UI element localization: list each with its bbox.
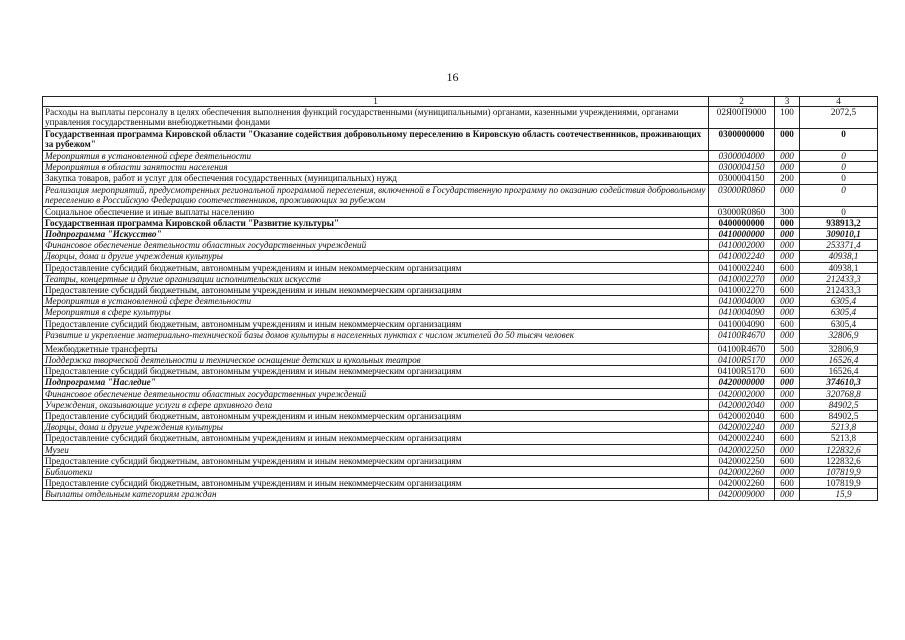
type-cell: 000 bbox=[775, 422, 800, 433]
type-cell: 600 bbox=[775, 366, 800, 377]
type-cell: 000 bbox=[775, 399, 800, 410]
table-row bbox=[43, 184, 878, 206]
table-row bbox=[43, 240, 878, 251]
name-cell: Государственная программа Кировской области "Оказание содействия добровольному переселению в Кировскую область соотечественников, проживающих за рубежом" bbox=[43, 129, 709, 151]
name-cell: Подпрограмма "Искусство" bbox=[43, 229, 709, 240]
name-cell: Финансовое обеспечение деятельности областных государственных учреждений bbox=[43, 388, 709, 399]
table-row bbox=[43, 444, 878, 455]
code-cell: 0420009000 bbox=[709, 489, 775, 500]
name-cell: Предоставление субсидий бюджетным, автономным учреждениям и иным некоммерческим организациям bbox=[43, 285, 709, 296]
table-row bbox=[43, 355, 878, 366]
value-cell: 6305,4 bbox=[800, 296, 878, 307]
name-cell: Мероприятия в сфере культуры bbox=[43, 307, 709, 318]
header-col-1: 1 bbox=[43, 97, 709, 107]
table-row bbox=[43, 455, 878, 466]
table-row bbox=[43, 206, 878, 217]
code-cell: 0420002000 bbox=[709, 388, 775, 399]
name-cell: Предоставление субсидий бюджетным, автономным учреждениям и иным некоммерческим организациям bbox=[43, 478, 709, 489]
name-cell: Учреждения, оказывающие услуги в сфере архивного дела bbox=[43, 399, 709, 410]
value-cell: 40938,1 bbox=[800, 262, 878, 273]
value-cell: 212433,3 bbox=[800, 285, 878, 296]
type-cell: 000 bbox=[775, 377, 800, 388]
header-col-2: 2 bbox=[709, 97, 775, 107]
table-row bbox=[43, 151, 878, 162]
type-cell: 600 bbox=[775, 318, 800, 329]
code-cell: 04100R5170 bbox=[709, 366, 775, 377]
name-cell: Развитие и укрепление материально-технической базы домов культуры в населенных пунктах с числом жителей до 50 тысяч человек bbox=[43, 329, 709, 343]
type-cell: 000 bbox=[775, 229, 800, 240]
code-cell: 0400000000 bbox=[709, 217, 775, 228]
value-cell: 6305,4 bbox=[800, 318, 878, 329]
code-cell: 0410002270 bbox=[709, 273, 775, 284]
name-cell: Дворцы, дома и другие учреждения культуры bbox=[43, 251, 709, 262]
name-cell: Закупка товаров, работ и услуг для обеспечения государственных (муниципальных) нужд bbox=[43, 173, 709, 184]
table-row bbox=[43, 217, 878, 228]
value-cell: 15,9 bbox=[800, 489, 878, 500]
name-cell: Мероприятия в установленной сфере деятельности bbox=[43, 151, 709, 162]
type-cell: 300 bbox=[775, 206, 800, 217]
table-row bbox=[43, 307, 878, 318]
code-cell: 02Я00П9000 bbox=[709, 107, 775, 129]
table-row bbox=[43, 318, 878, 329]
name-cell: Предоставление субсидий бюджетным, автономным учреждениям и иным некоммерческим организациям bbox=[43, 433, 709, 444]
type-cell: 000 bbox=[775, 355, 800, 366]
table-row bbox=[43, 285, 878, 296]
type-cell: 500 bbox=[775, 343, 800, 354]
table-row bbox=[43, 329, 878, 343]
type-cell: 000 bbox=[775, 329, 800, 343]
value-cell: 40938,1 bbox=[800, 251, 878, 262]
name-cell: Предоставление субсидий бюджетным, автономным учреждениям и иным некоммерческим организациям bbox=[43, 366, 709, 377]
type-cell: 600 bbox=[775, 411, 800, 422]
value-cell: 6305,4 bbox=[800, 307, 878, 318]
table-row bbox=[43, 388, 878, 399]
value-cell: 84902,5 bbox=[800, 399, 878, 410]
name-cell: Выплаты отдельным категориям граждан bbox=[43, 489, 709, 500]
value-cell: 0 bbox=[800, 129, 878, 151]
value-cell: 320768,8 bbox=[800, 388, 878, 399]
table-row bbox=[43, 229, 878, 240]
type-cell: 000 bbox=[775, 184, 800, 206]
value-cell: 374610,3 bbox=[800, 377, 878, 388]
code-cell: 0420002260 bbox=[709, 478, 775, 489]
value-cell: 938913,2 bbox=[800, 217, 878, 228]
name-cell: Предоставление субсидий бюджетным, автономным учреждениям и иным некоммерческим организациям bbox=[43, 262, 709, 273]
type-cell: 000 bbox=[775, 240, 800, 251]
value-cell: 122832,6 bbox=[800, 444, 878, 455]
name-cell: Финансовое обеспечение деятельности областных государственных учреждений bbox=[43, 240, 709, 251]
table-row bbox=[43, 107, 878, 129]
type-cell: 000 bbox=[775, 489, 800, 500]
value-cell: 5213,8 bbox=[800, 422, 878, 433]
table-row bbox=[43, 377, 878, 388]
type-cell: 000 bbox=[775, 129, 800, 151]
code-cell: 0420002250 bbox=[709, 455, 775, 466]
name-cell: Расходы на выплаты персоналу в целях обеспечения выполнения функций государственными (муниципальными) органами, казенными учреждениями, органами управления государственными внебюджетными фондами bbox=[43, 107, 709, 129]
name-cell: Межбюджетные трансферты bbox=[43, 343, 709, 354]
table-header-row bbox=[43, 97, 878, 107]
name-cell: Мероприятия в области занятости населения bbox=[43, 162, 709, 173]
table-row bbox=[43, 399, 878, 410]
name-cell: Мероприятия в установленной сфере деятельности bbox=[43, 296, 709, 307]
value-cell: 122832,6 bbox=[800, 455, 878, 466]
value-cell: 107819,9 bbox=[800, 478, 878, 489]
type-cell: 600 bbox=[775, 478, 800, 489]
table-row bbox=[43, 262, 878, 273]
code-cell: 0420002040 bbox=[709, 411, 775, 422]
value-cell: 16526,4 bbox=[800, 366, 878, 377]
code-cell: 0410002240 bbox=[709, 262, 775, 273]
type-cell: 000 bbox=[775, 251, 800, 262]
type-cell: 600 bbox=[775, 433, 800, 444]
table-row bbox=[43, 489, 878, 500]
code-cell: 0420002250 bbox=[709, 444, 775, 455]
value-cell: 212433,3 bbox=[800, 273, 878, 284]
table-body bbox=[43, 107, 878, 501]
name-cell: Поддержка творческой деятельности и техническое оснащение детских и кукольных театров bbox=[43, 355, 709, 366]
code-cell: 04100R4670 bbox=[709, 329, 775, 343]
name-cell: Социальное обеспечение и иные выплаты населению bbox=[43, 206, 709, 217]
code-cell: 0410004090 bbox=[709, 318, 775, 329]
name-cell: Реализация мероприятий, предусмотренных региональной программой переселения, включенной в Государственную программу по оказанию содействия добровольному переселению в Российскую Федерацию соотечественников, проживающих за рубежом bbox=[43, 184, 709, 206]
table-row bbox=[43, 467, 878, 478]
type-cell: 000 bbox=[775, 388, 800, 399]
type-cell: 000 bbox=[775, 444, 800, 455]
code-cell: 0410002000 bbox=[709, 240, 775, 251]
code-cell: 0300000000 bbox=[709, 129, 775, 151]
name-cell: Музеи bbox=[43, 444, 709, 455]
type-cell: 100 bbox=[775, 107, 800, 129]
table-row bbox=[43, 366, 878, 377]
table-row bbox=[43, 173, 878, 184]
header-col-4: 4 bbox=[800, 97, 878, 107]
type-cell: 600 bbox=[775, 455, 800, 466]
type-cell: 000 bbox=[775, 273, 800, 284]
table-row bbox=[43, 343, 878, 354]
table-row bbox=[43, 251, 878, 262]
code-cell: 0410004090 bbox=[709, 307, 775, 318]
value-cell: 107819,9 bbox=[800, 467, 878, 478]
code-cell: 03000R0860 bbox=[709, 206, 775, 217]
table-row bbox=[43, 296, 878, 307]
code-cell: 0300004000 bbox=[709, 151, 775, 162]
table-row bbox=[43, 433, 878, 444]
code-cell: 0300004150 bbox=[709, 162, 775, 173]
value-cell: 309010,1 bbox=[800, 229, 878, 240]
value-cell: 84902,5 bbox=[800, 411, 878, 422]
value-cell: 16526,4 bbox=[800, 355, 878, 366]
code-cell: 04100R4670 bbox=[709, 343, 775, 354]
value-cell: 253371,4 bbox=[800, 240, 878, 251]
type-cell: 000 bbox=[775, 296, 800, 307]
page-number: 16 bbox=[446, 70, 459, 84]
name-cell: Предоставление субсидий бюджетным, автономным учреждениям и иным некоммерческим организациям bbox=[43, 411, 709, 422]
code-cell: 0420002260 bbox=[709, 467, 775, 478]
type-cell: 000 bbox=[775, 162, 800, 173]
value-cell: 0 bbox=[800, 173, 878, 184]
name-cell: Предоставление субсидий бюджетным, автономным учреждениям и иным некоммерческим организациям bbox=[43, 455, 709, 466]
value-cell: 0 bbox=[800, 151, 878, 162]
code-cell: 0410000000 bbox=[709, 229, 775, 240]
budget-table bbox=[42, 96, 878, 501]
type-cell: 600 bbox=[775, 262, 800, 273]
type-cell: 600 bbox=[775, 285, 800, 296]
name-cell: Дворцы, дома и другие учреждения культуры bbox=[43, 422, 709, 433]
code-cell: 0410002270 bbox=[709, 285, 775, 296]
code-cell: 0420002040 bbox=[709, 399, 775, 410]
value-cell: 0 bbox=[800, 206, 878, 217]
type-cell: 000 bbox=[775, 217, 800, 228]
name-cell: Государственная программа Кировской области "Развитие культуры" bbox=[43, 217, 709, 228]
table-row bbox=[43, 422, 878, 433]
type-cell: 000 bbox=[775, 467, 800, 478]
header-col-3: 3 bbox=[775, 97, 800, 107]
code-cell: 0300004150 bbox=[709, 173, 775, 184]
type-cell: 000 bbox=[775, 151, 800, 162]
code-cell: 04100R5170 bbox=[709, 355, 775, 366]
value-cell: 0 bbox=[800, 184, 878, 206]
name-cell: Библиотеки bbox=[43, 467, 709, 478]
value-cell: 0 bbox=[800, 162, 878, 173]
table-row bbox=[43, 273, 878, 284]
code-cell: 0420002240 bbox=[709, 422, 775, 433]
type-cell: 200 bbox=[775, 173, 800, 184]
table-row bbox=[43, 162, 878, 173]
name-cell: Предоставление субсидий бюджетным, автономным учреждениям и иным некоммерческим организациям bbox=[43, 318, 709, 329]
value-cell: 32806,9 bbox=[800, 329, 878, 343]
name-cell: Театры, концертные и другие организации исполнительских искусств bbox=[43, 273, 709, 284]
code-cell: 0420000000 bbox=[709, 377, 775, 388]
value-cell: 32806,9 bbox=[800, 343, 878, 354]
table-row bbox=[43, 478, 878, 489]
value-cell: 5213,8 bbox=[800, 433, 878, 444]
type-cell: 000 bbox=[775, 307, 800, 318]
code-cell: 0410002240 bbox=[709, 251, 775, 262]
name-cell: Подпрограмма "Наследие" bbox=[43, 377, 709, 388]
table-row bbox=[43, 411, 878, 422]
table-row bbox=[43, 129, 878, 151]
code-cell: 03000R0860 bbox=[709, 184, 775, 206]
code-cell: 0410004000 bbox=[709, 296, 775, 307]
code-cell: 0420002240 bbox=[709, 433, 775, 444]
value-cell: 2072,5 bbox=[800, 107, 878, 129]
